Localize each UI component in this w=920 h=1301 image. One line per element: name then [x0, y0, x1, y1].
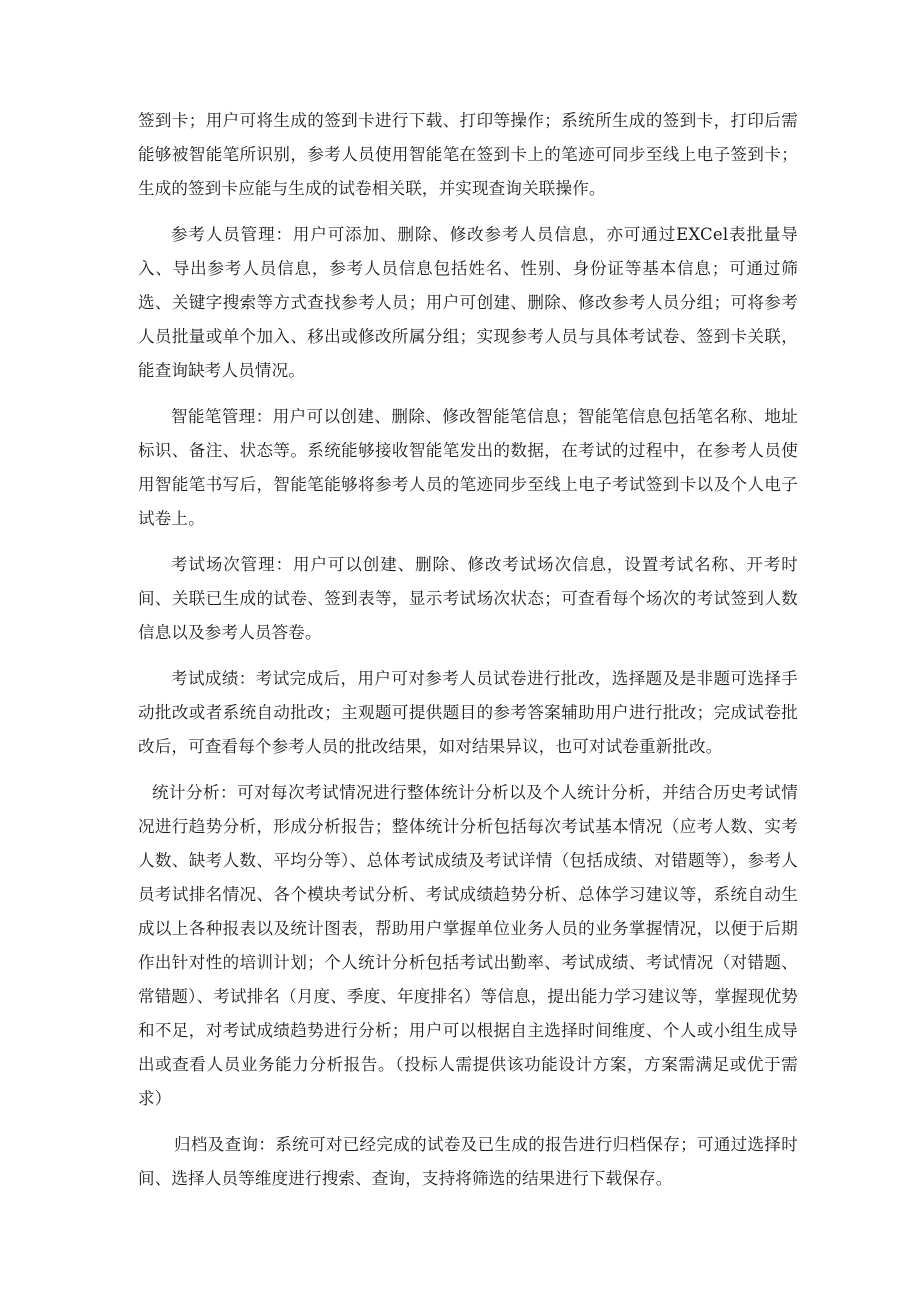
paragraph-statistical-analysis: 统计分析：可对每次考试情况进行整体统计分析以及个人统计分析，并结合历史考试情况进行趋势分析，形成分析报告；整体统计分析包括每次考试基本情况（应考人数、实考人数、缺考人数、平均分等）、总体考试成绩及考试详情（包括成绩、对错题等），参考人员考试排名情况、各个模块考试分析、考试成绩趋势分析、总体学习建议等，系统自动生成以上各种报表以及统计图表，帮助用户掌握单位业务人员的业务掌握情况，以便于后期作出针对性的培训计划；个人统计分析包括考试出勤率、考试成绩、考试情况（对错题、常错题）、考试排名（月度、季度、年度排名）等信息，提出能力学习建议等，掌握现优势和不足，对考试成绩趋势进行分析；用户可以根据自主选择时间维度、个人或小组生成导出或查看人员业务能力分析报告。（投标人需提供该功能设计方案，方案需满足或优于需求） — [138, 783, 798, 1108]
paragraph-sign-in-card: 签到卡；用户可将生成的签到卡进行下载、打印等操作；系统所生成的签到卡，打印后需能够被智能笔所识别，参考人员使用智能笔在签到卡上的笔迹可同步至线上电子签到卡；生成的签到卡应能与生成的试卷相关联，并实现查询关联操作。 — [138, 111, 798, 198]
paragraph-participant-management: 参考人员管理：用户可添加、删除、修改参考人员信息，亦可通过EXCel表批量导入、导出参考人员信息，参考人员信息包括姓名、性别、身份证等基本信息；可通过筛选、关键字搜索等方式查找参考人员；用户可创建、删除、修改参考人员分组；可将参考人员批量或单个加入、移出或修改所属分组；实现参考人员与具体考试卷、签到卡关联，能查询缺考人员情况。 — [138, 225, 798, 380]
paragraph-archive-and-query: 归档及查询：系统可对已经完成的试卷及已生成的报告进行归档保存；可通过选择时间、选择人员等维度进行搜索、查询，支持将筛选的结果进行下载保存。 — [138, 1135, 798, 1188]
paragraph-smart-pen-management: 智能笔管理：用户可以创建、删除、修改智能笔信息；智能笔信息包括笔名称、地址标识、备注、状态等。系统能够接收智能笔发出的数据，在考试的过程中，在参考人员使用智能笔书写后，智能笔能够将参考人员的笔迹同步至线上电子考试签到卡以及个人电子试卷上。 — [138, 407, 798, 528]
paragraph-exam-scores: 考试成绩：考试完成后，用户可对参考人员试卷进行批改，选择题及是非题可选择手动批改或者系统自动批改；主观题可提供题目的参考答案辅助用户进行批改；完成试卷批改后，可查看每个参考人员的批改结果，如对结果异议，也可对试卷重新批改。 — [138, 669, 798, 756]
document-body — [138, 104, 798, 1208]
paragraph-exam-session-management: 考试场次管理：用户可以创建、删除、修改考试场次信息，设置考试名称、开考时间、关联已生成的试卷、签到表等，显示考试场次状态；可查看每个场次的考试签到人数信息以及参考人员答卷。 — [138, 555, 798, 642]
